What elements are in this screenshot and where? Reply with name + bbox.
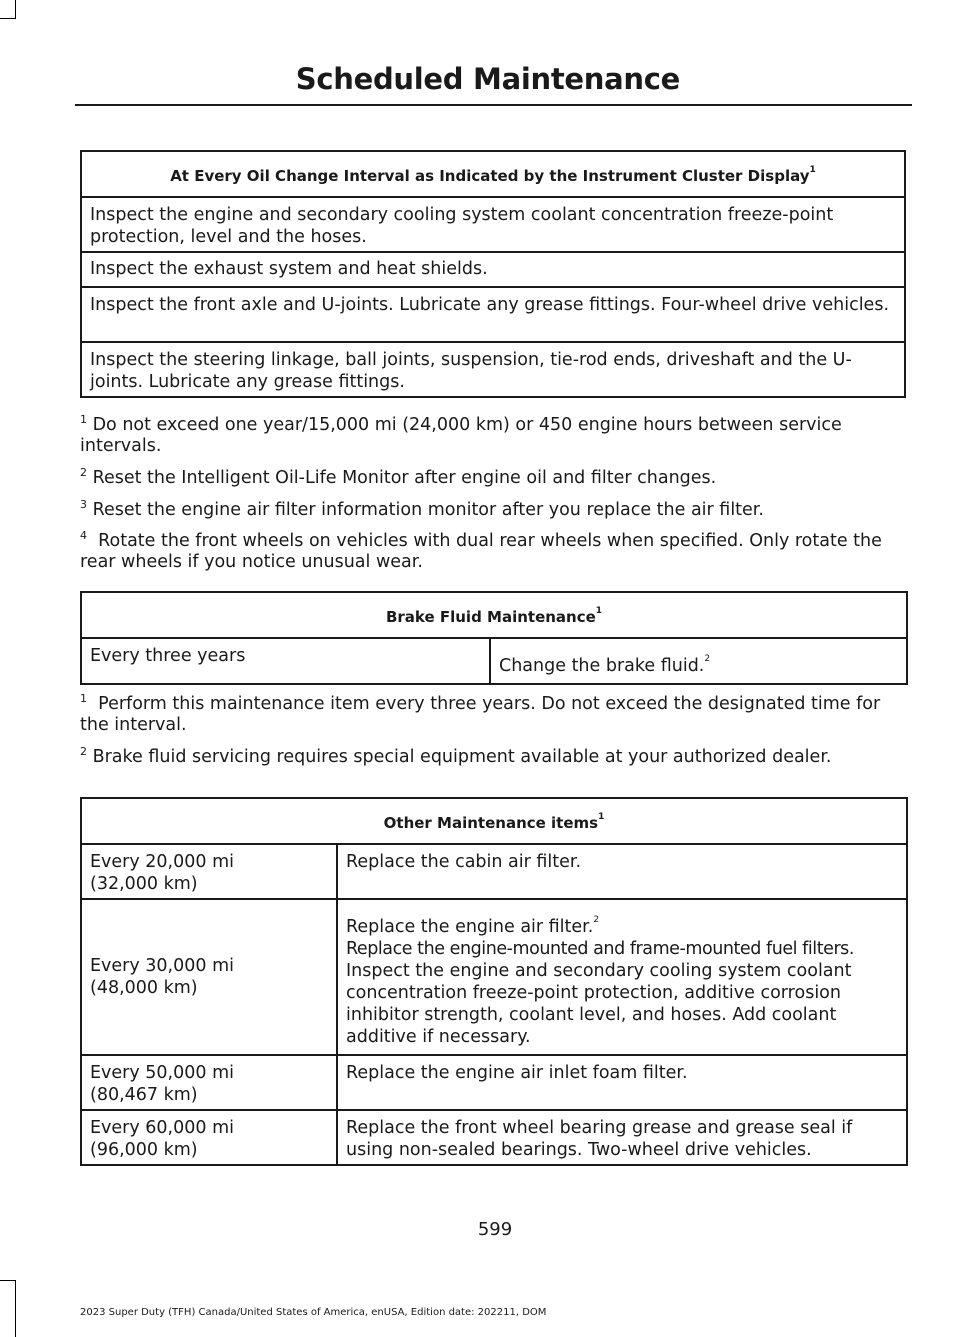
action-cell: Replace the engine air filter.$^2$ Replace the engine-mounted and frame-mounted fuel filters. Inspect the engine and secondary cooling system coolant concentration freeze-point protection, additive corrosion inhibitor strength, coolant level, and hoses. Add coolant additive if necessary.: [337, 899, 907, 1055]
table-heading: At Every Oil Change Interval as Indicated by the Instrument Cluster Display$^1$: [81, 151, 905, 197]
table-row: Inspect the steering linkage, ball joints, suspension, tie-rod ends, driveshaft and the U-joints. Lubricate any grease fittings.: [81, 342, 905, 397]
table-row: [81, 1055, 907, 1110]
other-maintenance-table: [80, 797, 908, 1166]
crop-mark: [0, 18, 16, 19]
footnote: $^2$ Brake fluid servicing requires special equipment available at your authorized dealer.: [80, 744, 832, 767]
crop-mark: [15, 1280, 16, 1337]
action-cell: Replace the front wheel bearing grease and grease seal if using non-sealed bearings. Two-wheel drive vehicles.: [337, 1110, 907, 1165]
table-row: [81, 1110, 907, 1165]
action-cell: Replace the engine air inlet foam filter.: [337, 1055, 907, 1110]
edition-footer: 2023 Super Duty (TFH) Canada/United States of America, enUSA, Edition date: 202211, DOM: [80, 1307, 547, 1318]
interval-cell: Every 50,000 mi (80,467 km): [81, 1055, 337, 1110]
interval-cell: Every 60,000 mi (96,000 km): [81, 1110, 337, 1165]
table-heading: Other Maintenance items$^1$: [81, 798, 907, 844]
table-row: Inspect the exhaust system and heat shields.: [81, 252, 905, 287]
table-row: [81, 844, 907, 899]
crop-mark: [15, 0, 16, 18]
table-row: Inspect the front axle and U-joints. Lubricate any grease fittings. Four-wheel drive vehicles.: [81, 287, 905, 342]
footnote: $^4$ Rotate the front wheels on vehicles with dual rear wheels when specified. Only rotate the rear wheels if you notice unusual wear.: [80, 529, 882, 573]
oil-table-footnotes: [80, 409, 910, 578]
page-number: 599: [477, 1219, 513, 1240]
footnote: $^3$ Reset the engine air filter information monitor after you replace the air filter.: [80, 497, 764, 520]
footnote: $^2$ Reset the Intelligent Oil-Life Monitor after engine oil and filter changes.: [80, 465, 717, 488]
page-title: Scheduled Maintenance: [295, 62, 680, 96]
brake-table-footnotes: [80, 688, 910, 773]
brake-fluid-table: [80, 591, 908, 685]
footnote: $^1$ Do not exceed one year/15,000 mi (24,000 km) or 450 engine hours between service intervals.: [80, 413, 842, 456]
crop-mark: [0, 1280, 16, 1281]
interval-cell: Every three years: [81, 638, 490, 684]
interval-cell: Every 20,000 mi (32,000 km): [81, 844, 337, 899]
oil-change-table: [80, 150, 906, 398]
table-row: [81, 899, 907, 1055]
table-row: Inspect the engine and secondary cooling system coolant concentration freeze-point protection, level and the hoses.: [81, 197, 905, 252]
footnote: $^1$ Perform this maintenance item every three years. Do not exceed the designated time for the interval.: [80, 692, 881, 735]
table-heading: Brake Fluid Maintenance$^1$: [81, 592, 907, 638]
title-divider: [75, 104, 912, 106]
action-cell: Replace the cabin air filter.: [337, 844, 907, 899]
interval-cell: Every 30,000 mi (48,000 km): [81, 899, 337, 1055]
action-cell: Change the brake fluid.$^2$: [490, 638, 907, 684]
